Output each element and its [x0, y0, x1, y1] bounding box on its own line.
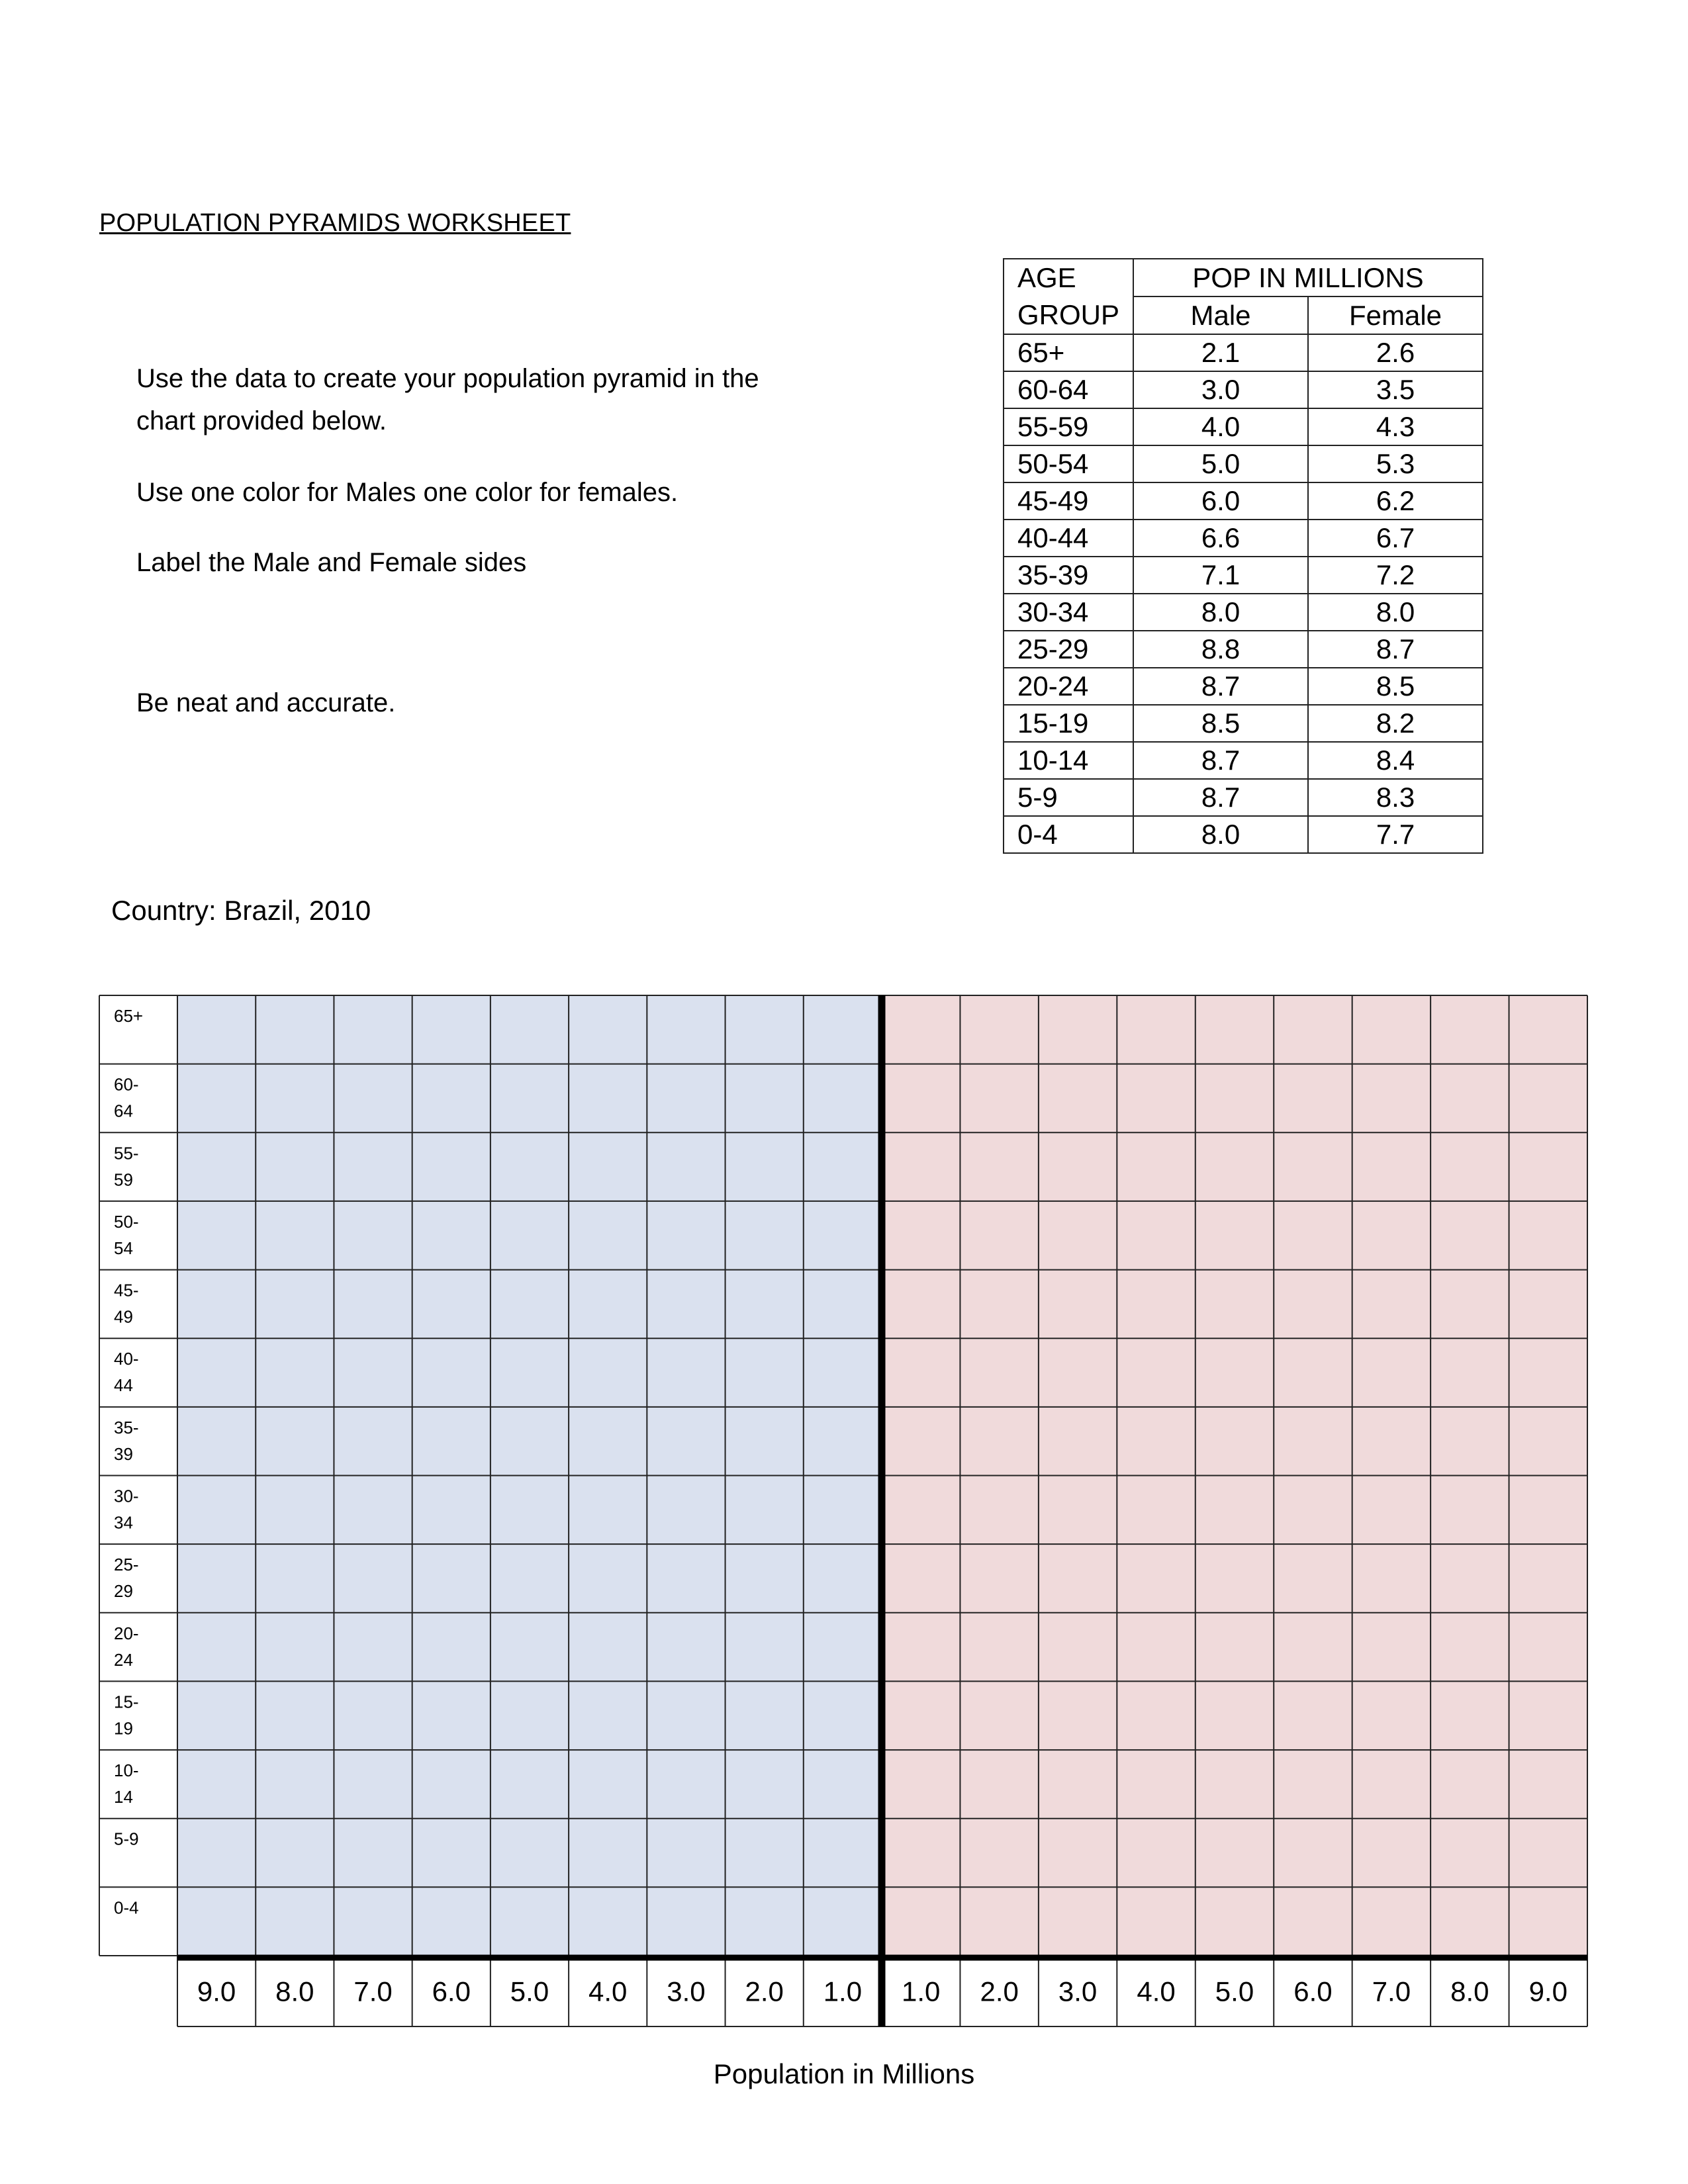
male-value-cell: 8.0: [1133, 594, 1308, 631]
female-value-cell: 8.4: [1308, 742, 1483, 779]
x-axis-label: Population in Millions: [713, 2058, 975, 2089]
age-row-label: 30-: [114, 1486, 139, 1506]
female-tick-label: 3.0: [1058, 1976, 1098, 2007]
male-value-cell: 6.0: [1133, 482, 1308, 520]
age-row-label: 39: [114, 1443, 133, 1464]
female-tick-label: 6.0: [1293, 1976, 1333, 2007]
age-cell: 50-54: [1004, 445, 1133, 482]
age-row-label: 5-9: [114, 1829, 139, 1849]
male-value-cell: 3.0: [1133, 371, 1308, 408]
age-row-label: 24: [114, 1649, 133, 1670]
age-row-label: 64: [114, 1101, 133, 1121]
age-row-label: 10-: [114, 1760, 139, 1781]
female-tick-label: 1.0: [902, 1976, 941, 2007]
worksheet-title: POPULATION PYRAMIDS WORKSHEET: [99, 209, 571, 237]
age-row-label: 54: [114, 1238, 133, 1258]
age-cell: 25-29: [1004, 631, 1133, 668]
male-value-cell: 8.8: [1133, 631, 1308, 668]
female-value-cell: 2.6: [1308, 334, 1483, 371]
female-value-cell: 8.3: [1308, 779, 1483, 816]
age-row-label: 60-: [114, 1074, 139, 1095]
male-value-cell: 7.1: [1133, 557, 1308, 594]
female-value-cell: 8.5: [1308, 668, 1483, 705]
female-tick-label: 8.0: [1450, 1976, 1489, 2007]
male-value-cell: 2.1: [1133, 334, 1308, 371]
age-row-label: 25-: [114, 1555, 139, 1575]
female-tick-label: 2.0: [980, 1976, 1019, 2007]
age-cell: 60-64: [1004, 371, 1133, 408]
age-cell: 15-19: [1004, 705, 1133, 742]
female-value-cell: 7.7: [1308, 816, 1483, 853]
male-value-cell: 8.7: [1133, 668, 1308, 705]
female-value-cell: 3.5: [1308, 371, 1483, 408]
male-value-cell: 8.5: [1133, 705, 1308, 742]
instruction-line-1: Use the data to create your population pyramid in the: [136, 364, 759, 393]
country-label: Country: Brazil, 2010: [111, 895, 371, 926]
age-cell: 55-59: [1004, 408, 1133, 445]
female-header: Female: [1308, 296, 1483, 334]
male-tick-label: 1.0: [823, 1976, 863, 2007]
male-tick-label: 9.0: [197, 1976, 236, 2007]
age-row-label: 29: [114, 1581, 133, 1602]
age-row-label: 44: [114, 1375, 133, 1396]
female-tick-label: 5.0: [1215, 1976, 1254, 2007]
female-value-cell: 4.3: [1308, 408, 1483, 445]
age-row-label: 49: [114, 1306, 133, 1327]
instruction-colors: Use one color for Males one color for females.: [136, 478, 679, 507]
male-tick-label: 2.0: [745, 1976, 784, 2007]
age-header-line2: GROUP: [1017, 299, 1120, 330]
male-value-cell: 4.0: [1133, 408, 1308, 445]
instruction-label-sides: Label the Male and Female sides: [136, 548, 527, 577]
age-header-line1: AGE: [1017, 262, 1076, 293]
instruction-line-2: chart provided below.: [136, 406, 387, 435]
male-tick-label: 6.0: [432, 1976, 471, 2007]
male-value-cell: 6.6: [1133, 520, 1308, 557]
age-cell: 0-4: [1004, 816, 1133, 853]
female-value-cell: 8.0: [1308, 594, 1483, 631]
age-row-label: 45-: [114, 1280, 139, 1300]
female-value-cell: 7.2: [1308, 557, 1483, 594]
female-value-cell: 8.7: [1308, 631, 1483, 668]
male-tick-label: 3.0: [667, 1976, 706, 2007]
age-cell: 35-39: [1004, 557, 1133, 594]
age-row-label: 20-: [114, 1623, 139, 1643]
female-value-cell: 8.2: [1308, 705, 1483, 742]
age-cell: 65+: [1004, 334, 1133, 371]
age-row-label: 65+: [114, 1006, 144, 1026]
age-cell: 30-34: [1004, 594, 1133, 631]
male-header: Male: [1133, 296, 1308, 334]
male-tick-label: 7.0: [353, 1976, 393, 2007]
age-row-label: 15-: [114, 1692, 139, 1712]
male-value-cell: 8.7: [1133, 779, 1308, 816]
age-row-label: 55-: [114, 1143, 139, 1163]
age-row-label: 0-4: [114, 1897, 139, 1918]
male-tick-label: 4.0: [588, 1976, 628, 2007]
female-value-cell: 6.2: [1308, 482, 1483, 520]
age-cell: 5-9: [1004, 779, 1133, 816]
age-row-label: 35-: [114, 1417, 139, 1437]
female-tick-label: 4.0: [1137, 1976, 1176, 2007]
age-row-label: 59: [114, 1169, 133, 1190]
age-row-label: 50-: [114, 1211, 139, 1232]
male-tick-label: 5.0: [510, 1976, 549, 2007]
pop-in-millions-header: POP IN MILLIONS: [1133, 259, 1483, 296]
male-value-cell: 8.0: [1133, 816, 1308, 853]
female-tick-label: 9.0: [1528, 1976, 1568, 2007]
female-value-cell: 5.3: [1308, 445, 1483, 482]
age-cell: 40-44: [1004, 520, 1133, 557]
age-cell: 10-14: [1004, 742, 1133, 779]
male-value-cell: 8.7: [1133, 742, 1308, 779]
male-value-cell: 5.0: [1133, 445, 1308, 482]
age-row-label: 19: [114, 1718, 133, 1739]
female-tick-label: 7.0: [1372, 1976, 1411, 2007]
age-cell: 20-24: [1004, 668, 1133, 705]
age-cell: 45-49: [1004, 482, 1133, 520]
age-row-label: 14: [114, 1787, 133, 1807]
instruction-neat: Be neat and accurate.: [136, 688, 396, 717]
age-row-label: 40-: [114, 1349, 139, 1369]
male-tick-label: 8.0: [275, 1976, 314, 2007]
female-value-cell: 6.7: [1308, 520, 1483, 557]
age-row-label: 34: [114, 1512, 133, 1533]
